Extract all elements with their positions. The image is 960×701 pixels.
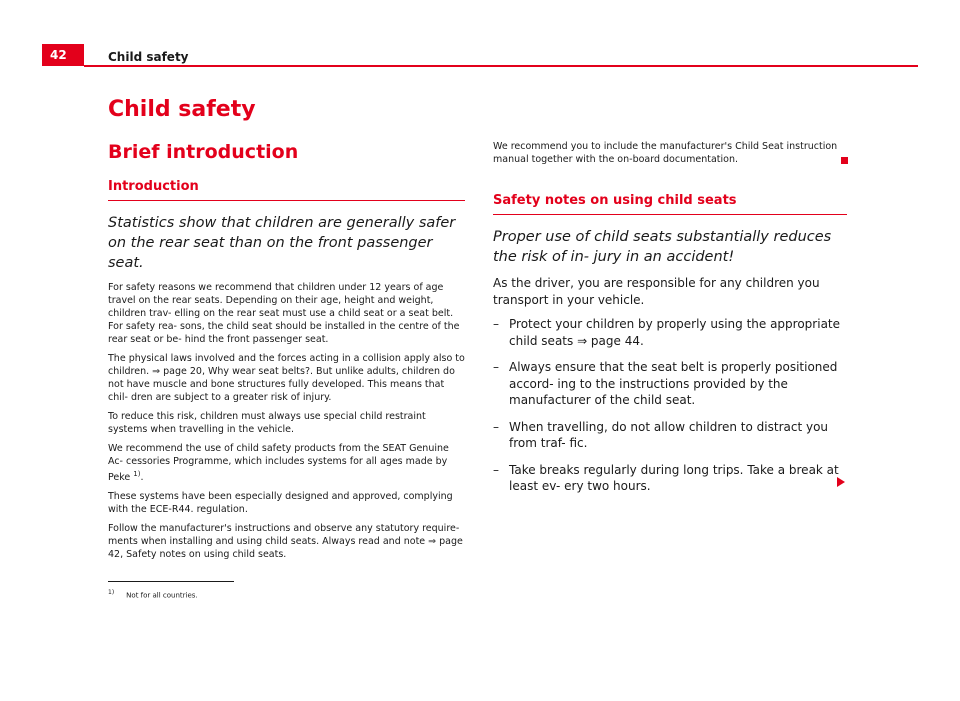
paragraph-6: Follow the manufacturer's instructions and observe any statutory require- ments when installing and using child seats. Always read and note ⇒ page 42, Safety notes on using child seats. bbox=[108, 523, 463, 561]
list-item: – Always ensure that the seat belt is properly positioned accord- ing to the instructions provided by the manufacturer of the child seat. bbox=[493, 360, 838, 407]
lead-paragraph: Statistics show that children are generally safer on the rear seat than on the front passenger seat. bbox=[108, 215, 456, 271]
page-number: 42 bbox=[42, 44, 84, 66]
subheading-block bbox=[108, 178, 465, 201]
running-header: Child safety bbox=[108, 50, 189, 64]
end-of-section-icon bbox=[841, 157, 848, 164]
safety-lead: Proper use of child seats substantially reduces the risk of in- jury in an accident! bbox=[493, 229, 832, 265]
chapter-title: Child safety bbox=[108, 97, 256, 122]
safety-subheading-block bbox=[493, 192, 847, 215]
safety-list bbox=[493, 316, 847, 495]
section-title: Brief introduction bbox=[108, 141, 299, 163]
intro-text: We recommend you to include the manufacturer's Child Seat instruction manual together with the on-board documentation. bbox=[493, 141, 838, 165]
footnote-mark: 1) bbox=[108, 589, 115, 596]
paragraph-5: These systems have been especially designed and approved, complying with the ECE-R44. regulation. bbox=[108, 491, 453, 516]
safety-body: As the driver, you are responsible for any children you transport in your vehicle. bbox=[493, 276, 820, 307]
paragraph-1: For safety reasons we recommend that children under 12 years of age travel on the rear seats. Depending on their age, height and weight, children trav- elling on the rear seat must use a child seat or a seat belt. For safety rea- sons, the child seat should be installed in the centre of the rear seat or be- hind the front passenger seat. bbox=[108, 282, 460, 345]
list-item: – When travelling, do not allow children to distract you from traf- fic. bbox=[493, 419, 829, 450]
footnote bbox=[108, 589, 198, 599]
continued-arrow-icon bbox=[837, 477, 845, 487]
list-item: – Take breaks regularly during long trips. Take a break at least ev- ery two hours. bbox=[493, 462, 839, 493]
left-column bbox=[108, 96, 465, 567]
right-column bbox=[493, 140, 847, 505]
paragraph-4-text: We recommend the use of child safety products from the SEAT Genuine Ac- cessories Programme, which includes systems for all ages made by Peke bbox=[108, 443, 449, 484]
intro-paragraph bbox=[493, 140, 847, 166]
footnote-rule bbox=[108, 581, 234, 582]
paragraph-4 bbox=[108, 442, 465, 484]
subheading-introduction: Introduction bbox=[108, 179, 199, 194]
footnote-text: Not for all countries. bbox=[126, 591, 198, 600]
paragraph-3: To reduce this risk, children must always use special child restraint systems when travelling in the vehicle. bbox=[108, 411, 426, 435]
paragraph-2: The physical laws involved and the forces acting in a collision apply also to children. ⇒ page 20, Why wear seat belts?. But unlike adults, children do not have muscle and bone structures fully developed. This means that chil- dren are subject to a greater risk of injury. bbox=[108, 353, 465, 403]
header-rule bbox=[84, 65, 918, 67]
paragraph-4-end: . bbox=[140, 472, 144, 484]
list-item: – Protect your children by properly using the appropriate child seats ⇒ page 44. bbox=[493, 317, 841, 348]
footnote-ref: 1) bbox=[133, 470, 141, 478]
subheading-safety-notes: Safety notes on using child seats bbox=[493, 193, 737, 208]
